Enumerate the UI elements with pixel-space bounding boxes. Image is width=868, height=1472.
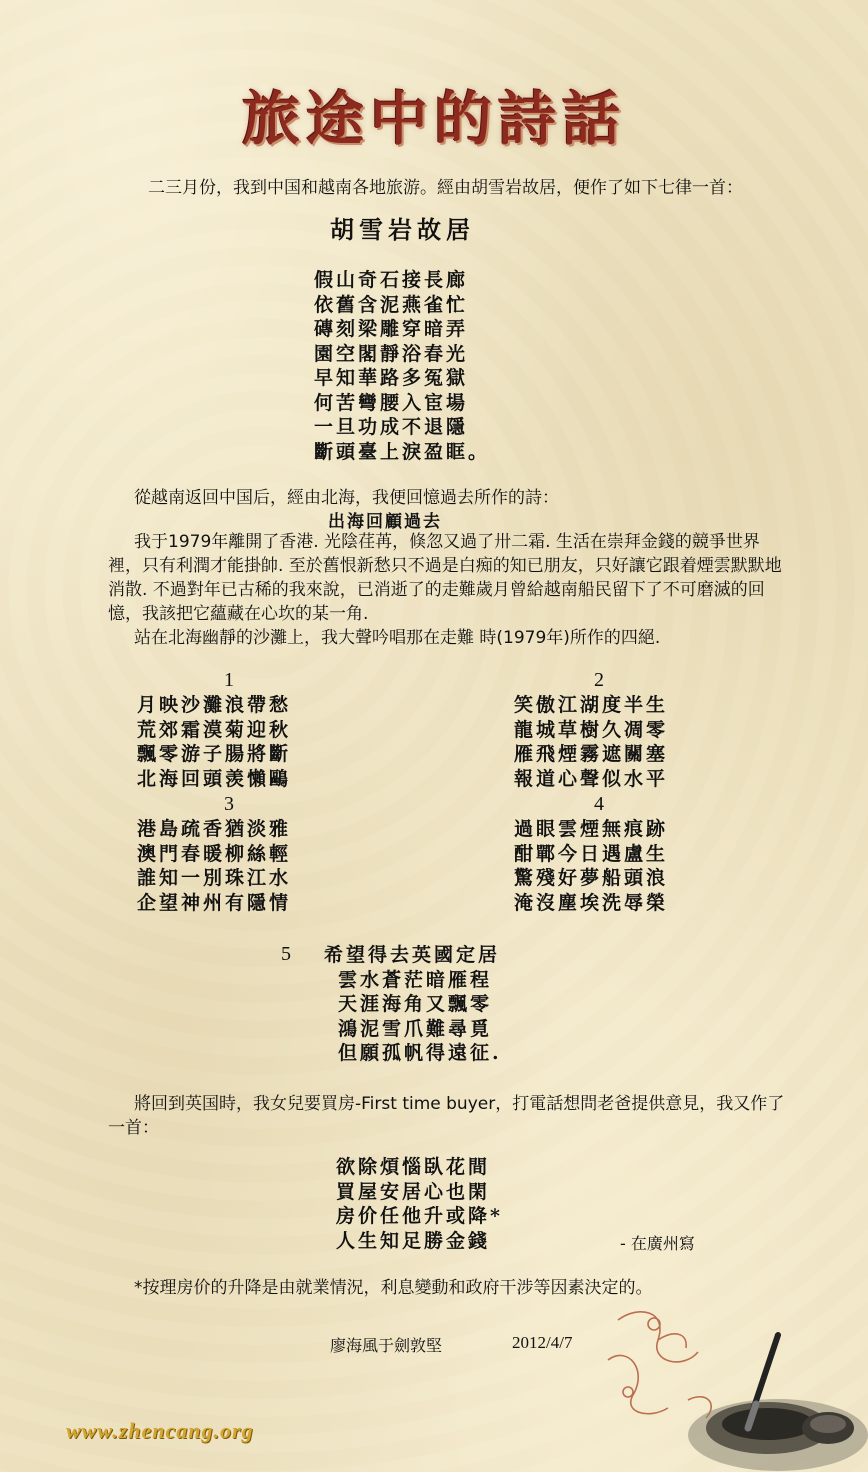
poem1-body [314, 268, 490, 464]
poem-line: 欲除煩惱臥花間 [336, 1156, 491, 1178]
poem-line: 斷頭臺上淚盈眶。 [314, 440, 491, 463]
footnote: *按理房价的升降是由就業情況，利息變動和政府干涉等因素決定的。 [134, 1278, 653, 1298]
quatrain-2-number: 2 [594, 669, 604, 691]
poem-line: 龍城草樹久凋零 [514, 718, 669, 741]
poem-line: 一旦功成不退隱 [314, 416, 469, 438]
quatrain-5-number: 5 [281, 943, 291, 965]
page-title: 旅途中的詩話 [241, 85, 626, 153]
poem-line: 園空閣靜浴春光 [314, 342, 469, 365]
poem3-note: - 在廣州寫 [620, 1234, 695, 1253]
poem-line: 希望得去英國定居 [324, 944, 501, 966]
para-beach: 站在北海幽靜的沙灘上，我大聲吟唱那在走難 時(1979年)所作的四絕. [134, 628, 661, 648]
quatrain-3-number: 3 [224, 793, 234, 815]
poem-line: 企望神州有隱情 [137, 891, 292, 914]
quatrain-1 [137, 693, 291, 791]
poem-line: 雁飛煙霧遮關塞 [514, 743, 669, 765]
poem-line: 笑傲江湖度半生 [514, 694, 669, 716]
poem-line: 港島疏香猶淡雅 [137, 818, 292, 840]
poem-line: 早知華路多冤獄 [314, 367, 469, 389]
poem-line: 房价任他升或降* [336, 1205, 503, 1227]
para-memory: 我于1979年離開了香港. 光陰荏苒，倏忽又過了卅二霜. 生活在崇拜金錢的競爭世界裡，只有利潤才能掛帥. 至於舊恨新愁只不過是白痴的知已朋友，只好讓它跟着煙雲默默地消散. 不過對年已古稀的我來說，已消逝了的走難歲月曾給越南船民留下了不可磨滅的回憶，我該把它蘊藏在心坎的某一角. [108, 532, 782, 624]
poem-line: 驚殘好夢船頭浪 [514, 867, 669, 889]
poem2-title: 出海回顧過去 [328, 512, 442, 532]
intro-paragraph: 二三月份，我到中国和越南各地旅游。經由胡雪岩故居，便作了如下七律一首： [148, 178, 743, 198]
quatrain-2 [514, 693, 668, 791]
poem-line: 酣鄲今日遇盧生 [514, 842, 669, 865]
poem-line: 天涯海角又飄零 [338, 993, 493, 1015]
poem-line: 淹沒塵埃洗辱榮 [514, 891, 669, 914]
poem-line: 誰知一別珠江水 [137, 867, 292, 889]
poem-line: 北海回頭羡懶鷗 [137, 767, 292, 790]
quatrain-3 [137, 817, 291, 915]
poem-line: 鴻泥雪爪難尋覓 [338, 1017, 493, 1040]
website-watermark: www.zhencang.org [66, 1418, 254, 1443]
poem-line: 澳門春暖柳絲輕 [137, 842, 292, 865]
poem-line: 荒郊霜漠菊迎秋 [137, 718, 292, 741]
ink-stone-decoration [588, 1300, 868, 1472]
quatrain-4 [514, 817, 668, 915]
poem-line: 報道心聲似水平 [514, 767, 669, 790]
signature-date: 2012/4/7 [512, 1333, 573, 1352]
signature-author: 廖海風于劍敦堅 [330, 1336, 443, 1355]
poem-line: 假山奇石接長廊 [314, 269, 469, 291]
poem-line: 人生知足勝金錢 [336, 1229, 491, 1252]
poem-line: 買屋安居心也閑 [336, 1180, 491, 1203]
poem-line: 雲水蒼茫暗雁程 [338, 968, 493, 991]
quatrain-1-number: 1 [224, 669, 234, 691]
poem-line: 依舊含泥燕雀忙 [314, 293, 469, 316]
para-daughter: 將回到英国時，我女兒要買房-First time buyer，打電話想問老爸提供意見，我又作了一首： [108, 1094, 785, 1138]
poem-line: 過眼雲煙無痕跡 [514, 818, 669, 840]
poem-line: 但願孤帆得遠征. [338, 1042, 502, 1064]
poem-line: 磚刻梁雕穿暗弄 [314, 318, 469, 340]
poem-line: 何苦彎腰入宦場 [314, 391, 469, 414]
poem-line: 飄零游子腸將斷 [137, 743, 292, 765]
poem3-body [336, 1155, 503, 1253]
poem1-title: 胡雪岩故居 [330, 215, 475, 244]
quatrain-5 [324, 943, 502, 1066]
para-return: 從越南返回中国后，經由北海，我便回憶過去所作的詩： [134, 488, 559, 508]
poem-line: 月映沙灘浪帶愁 [137, 694, 292, 716]
quatrain-4-number: 4 [594, 793, 604, 815]
